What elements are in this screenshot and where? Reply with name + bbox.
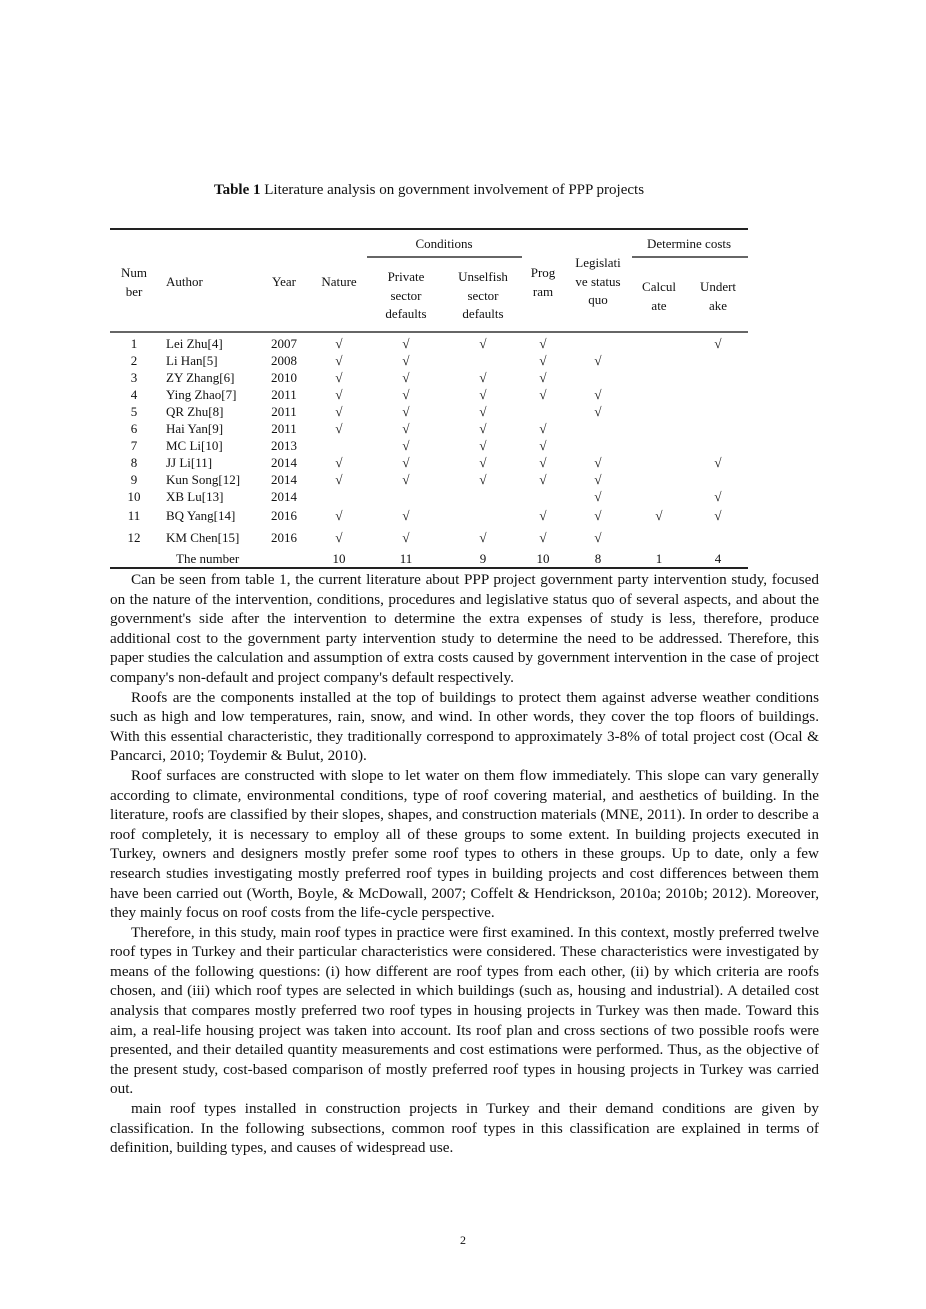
cell-private: √ [402,438,410,453]
cell-author: MC Li[10] [166,438,223,453]
cell-legislative: √ [594,489,602,504]
cell-legislative: √ [594,530,602,545]
total-program: 10 [536,551,550,566]
cell-unselfish: √ [479,370,487,385]
cell-nature: √ [335,508,343,523]
cell-program: √ [539,353,547,368]
cell-private: √ [402,370,410,385]
cell-program: √ [539,387,547,402]
cell-unselfish: √ [479,438,487,453]
cell-program: √ [539,472,547,487]
header-private: Private sector defaults [385,269,427,321]
cell-unselfish: √ [479,421,487,436]
cell-n: 3 [130,370,138,385]
cell-program: √ [539,508,547,523]
cell-year: 2016 [271,530,297,545]
cell-author: Kun Song[12] [166,472,241,487]
cell-undertake: √ [714,508,722,523]
cell-program: √ [539,530,547,545]
cell-unselfish: √ [479,455,487,470]
cell-undertake: √ [714,489,722,504]
cell-n: 10 [127,489,141,504]
cell-year: 2014 [271,489,297,504]
cell-author: ZY Zhang[6] [166,370,235,385]
cell-year: 2011 [271,387,297,402]
cell-unselfish: √ [479,387,487,402]
cell-legislative: √ [594,387,602,402]
cell-private: √ [402,508,410,523]
cell-n: 5 [130,404,138,419]
cell-nature: √ [335,455,343,470]
cell-nature: √ [335,421,343,436]
paragraph: Therefore, in this study, main roof types in practice were first examined. In this context, mostly preferred twelve roof types in Turkey and their particular characteristics were considered. These characteristics were investigated by means of the following questions: (i) how different are roof types from each other, (ii) by which criteria are roofs chosen, and (iii) which roof types are selected in which buildings (such as, housing and industrial). A detailed cost analysis that compares mostly preferred two roof types in housing projects in Turkey was then made. Toward this aim, a real-life housing project was taken into account. Its roof plan and cross sections of two possible roofs were presented, and their detailed quantity measurements and cost estimations were performed. Thus, as the objective of the present study, cost-based comparison of mostly preferred roof types in housing projects in Turkey was carried out. [110,923,819,1098]
cell-author: Ying Zhao[7] [166,387,237,402]
cell-legislative: √ [594,472,602,487]
cell-year: 2011 [271,421,297,436]
table-caption-text: Literature analysis on government involvement of PPP projects [260,182,645,198]
header-year: Year [272,274,296,289]
cell-author: KM Chen[15] [166,530,240,545]
cell-year: 2008 [271,353,297,368]
total-undertake: 4 [714,551,722,566]
cell-year: 2014 [271,455,297,470]
page-number: 2 [460,1233,466,1247]
cell-nature: √ [335,387,343,402]
body-text [110,570,819,1158]
paragraph: Roofs are the components installed at the top of buildings to protect them against adverse weather conditions such as high and low temperatures, rain, snow, and wind. In other words, they cover the top floors of buildings. With this essential characteristic, they traditionally correspond to approximately 3-8% of total project cost (Ocal & Pancarci, 2010; Toydemir & Bulut, 2010). [110,688,819,765]
header-conditions: Conditions [415,236,473,251]
total-legislative: 8 [594,551,602,566]
cell-n: 8 [130,455,138,470]
cell-n: 2 [130,353,138,368]
header-calculate: Calcul ate [642,279,676,313]
header-determine-costs: Determine costs [646,236,732,251]
cell-program: √ [539,421,547,436]
cell-legislative: √ [594,508,602,523]
total-calculate: 1 [655,551,663,566]
cell-n: 12 [127,530,141,545]
total-nature: 10 [332,551,346,566]
cell-private: √ [402,455,410,470]
cell-legislative: √ [594,353,602,368]
table-header-rule [110,331,748,333]
cell-n: 9 [130,472,138,487]
cell-n: 11 [127,508,141,523]
total-unselfish: 9 [479,551,487,566]
table-caption-label: Table 1 [213,182,261,198]
header-number: Num ber [121,265,147,299]
cell-private: √ [402,353,410,368]
cell-undertake: √ [714,455,722,470]
header-author: Author [166,274,203,289]
header-nature: Nature [321,274,357,289]
cell-calculate: √ [655,508,663,523]
cell-unselfish: √ [479,530,487,545]
header-unselfish: Unselfish sector defaults [458,269,508,321]
header-undertake: Undert ake [699,279,737,313]
cell-author: XB Lu[13] [166,489,224,504]
cell-year: 2016 [271,508,297,523]
cell-private: √ [402,336,410,351]
header-legislative: Legislati ve status quo [575,255,621,307]
cell-n: 1 [130,336,138,351]
cell-n: 6 [130,421,138,436]
cell-nature: √ [335,370,343,385]
cell-year: 2010 [271,370,297,385]
cell-author: Lei Zhu[4] [166,336,223,351]
cell-nature: √ [335,353,343,368]
cell-unselfish: √ [479,404,487,419]
conditions-underline [367,256,522,258]
cell-nature: √ [335,530,343,545]
paragraph: Roof surfaces are constructed with slope to let water on them flow immediately. This slope can vary generally according to climate, environmental conditions, type of roof covering material, and aesthetics of building. In the literature, roofs are classified by their slopes, shapes, and construction materials (MNE, 2011). In order to describe a roof completely, it is necessary to employ all of these groups to some extent. In building projects executed in Turkey, owners and designers mostly prefer some roof types to others in these groups. Up to date, only a few research studies investigating mostly preferred roof types in building projects and cost differences between them have been carried out (Worth, Boyle, & McDowall, 2007; Coffelt & Hendrickson, 2010a; 2010b; 2012). Moreover, they mainly focus on roof costs from the life-cycle perspective. [110,766,819,922]
cell-n: 7 [130,438,138,453]
cell-legislative: √ [594,404,602,419]
cell-n: 4 [130,387,138,402]
header-program: Prog ram [530,265,556,299]
cell-private: √ [402,530,410,545]
cell-author: BQ Yang[14] [166,508,236,523]
cell-program: √ [539,370,547,385]
table-caption [0,182,858,199]
table-top-rule [110,228,748,230]
cell-author: Hai Yan[9] [166,421,224,436]
cell-private: √ [402,421,410,436]
cell-private: √ [402,404,410,419]
cell-author: Li Han[5] [166,353,218,368]
determine-costs-underline [632,256,748,258]
cell-unselfish: √ [479,472,487,487]
cell-author: JJ Li[11] [166,455,213,470]
cell-author: QR Zhu[8] [166,404,224,419]
cell-nature: √ [335,404,343,419]
table-bottom-rule [110,567,748,569]
cell-legislative: √ [594,455,602,470]
cell-year: 2011 [271,404,297,419]
cell-year: 2014 [271,472,297,487]
cell-year: 2013 [271,438,297,453]
cell-nature: √ [335,472,343,487]
cell-nature: √ [335,336,343,351]
total-private: 11 [399,551,413,566]
cell-year: 2007 [271,336,297,351]
cell-unselfish: √ [479,336,487,351]
paragraph: main roof types installed in construction projects in Turkey and their demand conditions are given by classification. In the following subsections, common roof types in this classification are explained in terms of definition, building types, and causes of widespread use. [110,1100,819,1157]
cell-undertake: √ [714,336,722,351]
cell-program: √ [539,438,547,453]
paragraph: Can be seen from table 1, the current literature about PPP project government party intervention study, focused on the nature of the intervention, conditions, procedures and legislative status quo of several aspects, and about the government's side after the intervention to determine the extra expenses of study is less, therefore, produce additional cost to the government party intervention study to determine the need to be addressed. Therefore, this paper studies the calculation and assumption of extra costs caused by government intervention in the case of project company's non-default and project company's default respectively. [110,571,819,686]
cell-program: √ [539,455,547,470]
cell-private: √ [402,387,410,402]
cell-program: √ [539,336,547,351]
cell-private: √ [402,472,410,487]
totals-label: The number [176,551,240,566]
